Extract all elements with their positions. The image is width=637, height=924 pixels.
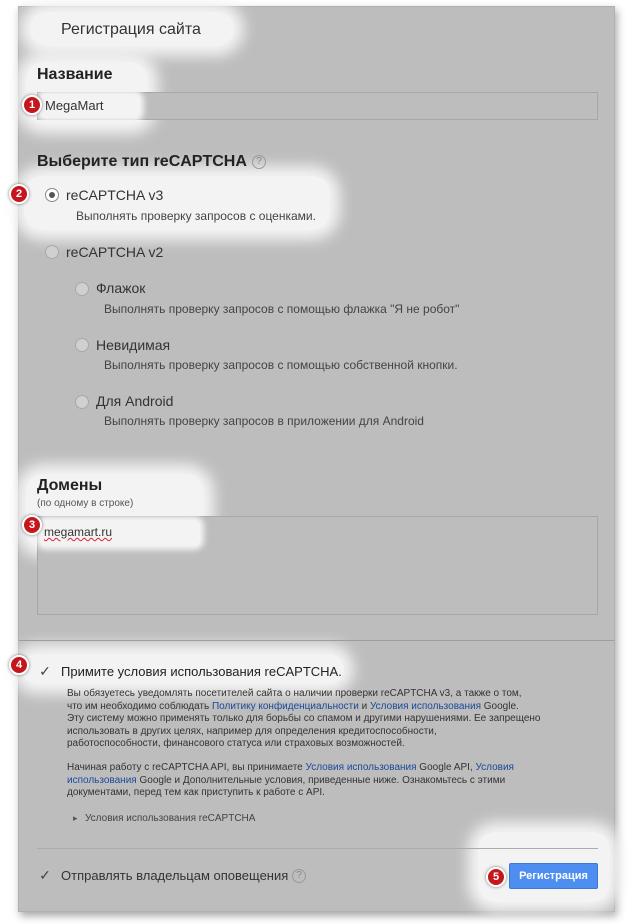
terms-paragraph-2: Начиная работу с reCAPTCHA API, вы принимаете Условия использования Google API, Условия использования Google и Дополнительные условия, приведенные ниже. Ознакомьтесь с этими документами, перед тем как приступить к работе с API. — [67, 762, 514, 798]
help-icon[interactable]: ? — [252, 155, 266, 169]
domains-textarea-value: megamart.ru — [44, 525, 113, 539]
badge-4: 4 — [9, 655, 29, 675]
radio-invisible-label: Невидимая — [96, 337, 171, 353]
radio-invisible-desc: Выполнять проверку запросов с помощью собственной кнопки. — [104, 358, 458, 372]
radio-android[interactable] — [75, 395, 89, 409]
radio-v3-desc: Выполнять проверку запросов с оценками. — [76, 209, 316, 223]
radio-invisible[interactable] — [75, 338, 89, 352]
radio-v2[interactable] — [45, 245, 59, 259]
radio-checkbox-desc: Выполнять проверку запросов с помощью флажка "Я не робот" — [104, 302, 460, 316]
badge-5: 5 — [486, 867, 506, 887]
terms-link[interactable]: Условия — [475, 762, 514, 773]
expand-terms-link[interactable]: Условия использования reCAPTCHA — [85, 813, 256, 824]
api-tos-link[interactable]: Условия использования — [305, 762, 417, 773]
expand-arrow-icon[interactable]: ▸ — [73, 813, 78, 823]
notify-checkbox[interactable]: ✓ — [39, 867, 51, 883]
badge-3: 3 — [22, 515, 42, 535]
radio-v3[interactable] — [45, 188, 59, 202]
name-label: Название — [37, 66, 113, 83]
radio-v3-label: reCAPTCHA v3 — [66, 187, 164, 203]
page-title: Регистрация сайта — [61, 21, 201, 38]
radio-android-desc: Выполнять проверку запросов в приложении для Android — [104, 414, 424, 428]
notify-help-icon[interactable]: ? — [292, 869, 306, 883]
domains-hint: (по одному в строке) — [37, 498, 134, 509]
accept-label: Примите условия использования reCAPTCHA. — [61, 664, 342, 679]
divider-bottom — [37, 848, 598, 849]
radio-v2-label: reCAPTCHA v2 — [66, 244, 164, 260]
radio-checkbox-label: Флажок — [96, 280, 146, 296]
terms-link-cont[interactable]: использования — [67, 774, 137, 786]
badge-1: 1 — [22, 95, 42, 115]
divider-top — [19, 640, 614, 641]
privacy-link[interactable]: Политику конфиденциальности — [211, 700, 359, 712]
tos-link[interactable]: Условия использования — [370, 700, 481, 712]
badge-2: 2 — [9, 184, 29, 204]
terms-paragraph-1: Вы обязуетесь уведомлять посетителей сайта о наличии проверки reCAPTCHA v3, а также о том, что им необходимо соблюдать Политику конфиденциальности и Условия использования Google. Эту систему можно применять только для борьбы со спамом и другими нарушениями. Ее запрещено использовать в других целях, например для определения кредитоспособности, работоспособности, финансового статуса или страховых возможностей. — [67, 688, 541, 749]
name-input-value: MegaMart — [45, 98, 104, 113]
type-label: Выберите тип reCAPTCHA — [37, 153, 247, 170]
radio-android-label: Для Android — [96, 393, 174, 409]
accept-checkbox[interactable]: ✓ — [39, 663, 51, 679]
domains-label: Домены — [37, 477, 103, 494]
register-button[interactable]: Регистрация — [509, 863, 598, 889]
notify-label: Отправлять владельцам оповещения — [61, 868, 289, 883]
radio-checkbox[interactable] — [75, 282, 89, 296]
